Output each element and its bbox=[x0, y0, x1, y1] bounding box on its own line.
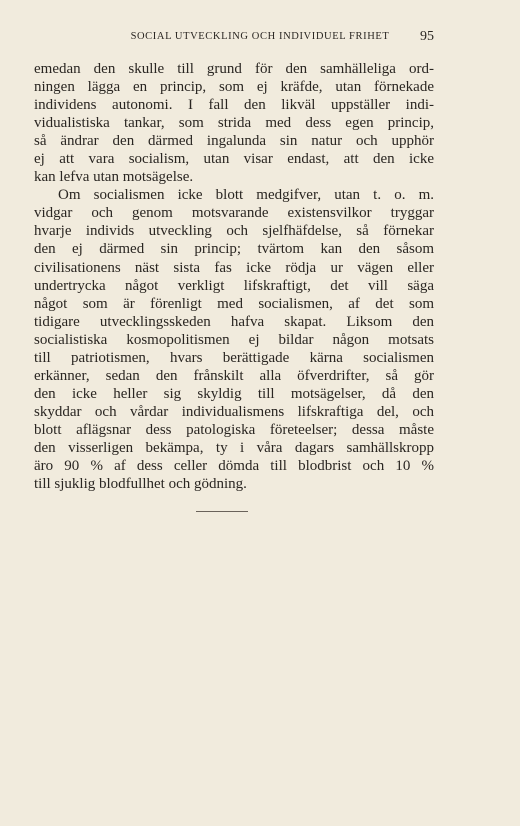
text-line: så ändrar den därmed ingalunda sin natur och upphör bbox=[34, 133, 434, 150]
text-line: vidualistiska tankar, som strida med dess egen princip, bbox=[34, 115, 434, 132]
page-number: 95 bbox=[420, 29, 434, 44]
body-text bbox=[34, 60, 434, 493]
text-line: den visserligen bekämpa, ty i våra dagars samhällskropp bbox=[34, 439, 434, 456]
text-line: ej att vara socialism, utan visar endast, att den icke bbox=[34, 151, 434, 168]
text-line: Om socialismen icke blott medgifver, utan t. o. m. bbox=[58, 187, 434, 204]
text-line: socialistiska kosmopolitismen ej bildar någon motsats bbox=[34, 331, 434, 348]
text-line: skyddar och vårdar individualismens lifskraftiga del, och bbox=[34, 403, 434, 420]
text-line: kan lefva utan motsägelse. bbox=[34, 169, 194, 186]
section-divider bbox=[196, 511, 248, 512]
text-line: äro 90 % af dess celler dömda till blodbrist och 10 % bbox=[34, 458, 434, 475]
text-line: den icke heller sig skyldig till motsägelser, då den bbox=[34, 385, 434, 402]
text-line: vidgar och genom motsvarande existensvilkor tryggar bbox=[34, 205, 434, 222]
text-line: något som är förenligt med socialismen, af det som bbox=[34, 295, 434, 312]
text-line: erkänner, sedan den frånskilt alla öfverdrifter, så gör bbox=[34, 367, 434, 384]
text-line: hvarje individs utveckling och sjelfhäfdelse, så förnekar bbox=[34, 223, 434, 240]
text-line: undertrycka något verkligt lifskraftigt, det vill säga bbox=[34, 277, 434, 294]
text-line: den ej därmed sin princip; tvärtom kan den såsom bbox=[34, 241, 434, 258]
text-line: till patriotismen, hvars berättigade kärna socialismen bbox=[34, 349, 434, 366]
text-line: civilisationens näst sista fas icke rödja ur vägen eller bbox=[34, 259, 434, 276]
text-line: emedan den skulle till grund för den samhälleliga ord- bbox=[34, 61, 434, 77]
running-head bbox=[0, 28, 520, 46]
text-line: blott aflägsnar dess patologiska företeelser; dessa måste bbox=[34, 421, 434, 438]
text-line: ningen lägga en princip, som ej kräfde, utan förnekade bbox=[34, 79, 434, 96]
text-line: tidigare utvecklingsskeden hafva skapat. Liksom den bbox=[34, 313, 434, 330]
text-line: individens autonomi. I fall den likväl uppställer indi- bbox=[34, 97, 434, 114]
text-line: till sjuklig blodfullhet och gödning. bbox=[34, 476, 247, 493]
running-title: SOCIAL UTVECKLING OCH INDIVIDUEL FRIHET bbox=[130, 31, 390, 42]
